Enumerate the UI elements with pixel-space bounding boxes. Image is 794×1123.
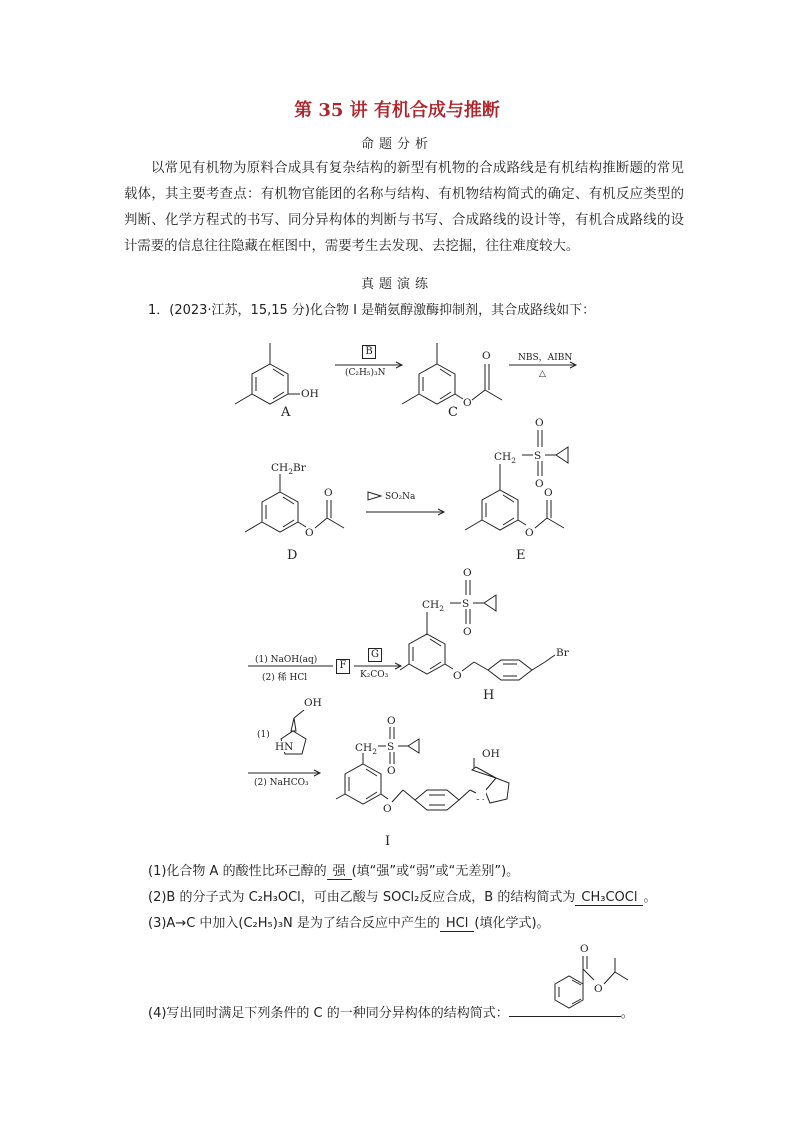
sulfonyl-oxygen-top: O <box>387 715 396 727</box>
intermediate-box-f: F <box>336 659 350 674</box>
reagent-triethylamine: (C₂H₅)₃N <box>345 368 386 378</box>
reagent-heat: △ <box>539 369 546 379</box>
reagent-k2co3: K₂CO₃ <box>360 670 389 680</box>
sulfonyl-oxygen-top: O <box>463 567 472 579</box>
reagent-box-b: B <box>362 345 376 359</box>
ester-oxygen-label: O <box>305 527 314 539</box>
ch2-group: $CH_2$ <box>355 742 377 756</box>
label-compound-d: D <box>287 548 298 563</box>
page-title: 第 35 讲 有机合成与推断 <box>294 100 500 121</box>
ch2-group: $CH_2$ <box>422 599 444 613</box>
answer-carbonyl-oxygen: O <box>580 943 589 955</box>
ether-oxygen-label: O <box>383 803 392 815</box>
molecule-a <box>235 343 319 404</box>
ester-oxygen-label: O <box>463 397 472 409</box>
molecule-c <box>402 343 502 409</box>
section-heading-analysis: 命题分析 <box>360 137 433 152</box>
sulfur-label: S <box>387 741 395 753</box>
label-compound-c: C <box>448 405 458 420</box>
label-compound-e: E <box>516 548 526 563</box>
answer-2: CH₃COCl <box>575 890 643 906</box>
carbonyl-oxygen-label: O <box>324 487 333 499</box>
carbonyl-oxygen-label: O <box>482 350 491 362</box>
answer-ester-oxygen: O <box>594 983 603 995</box>
answer-4-blank <box>509 1004 621 1017</box>
analysis-paragraph: 以常见有机物为原料合成具有复杂结构的新型有机物的合成路线是有机结构推断题的常见载体，其主要考查点：有机物官能团的名称与结构、有机物结构简式的确定、有机反应类型的判断、化学方程式的书写、同分异构体的判断与书写、合成路线的设计等，有机合成路线的设计需要的信息往往隐藏在框图中，需要考生去发现、去挖掘，往往难度较大。 <box>124 161 684 254</box>
ch2br-group: $CH_2Br$ <box>271 462 306 476</box>
reagent-cyclopropyl-sulfinate: SO₂Na <box>385 492 416 502</box>
answer-3: HCl <box>440 916 474 932</box>
prolinol-hydroxyl: OH <box>304 697 322 709</box>
reagent-nahco3: (2) NaHCO₃ <box>254 778 309 788</box>
ch2-group: $CH_2$ <box>494 451 516 465</box>
answer-1: 强 <box>327 860 352 880</box>
sub-question-3: (3)A→C 中加入(C₂H₅)₃N 是为了结合反应中产生的 HCl (填化学式)。 <box>148 916 550 931</box>
prolinol-reagent <box>273 697 322 754</box>
reagent-box-g: G <box>368 648 382 662</box>
molecule-h <box>400 567 570 682</box>
reagent-naoh: (1) NaOH(aq) <box>255 655 318 665</box>
label-compound-a: A <box>281 405 291 420</box>
label-compound-i: I <box>385 834 391 849</box>
sub-question-1: (1)化合物 A 的酸性比环己醇的 强 (填“强”或“弱”或“无差别”)。 <box>148 860 519 880</box>
ether-oxygen-label: O <box>453 670 462 682</box>
question-1-stem: 1．(2023·江苏，15,15 分)化合物 I 是鞘氨醇激酶抑制剂，其合成路线如下： <box>148 303 596 318</box>
sulfur-label: S <box>462 598 470 610</box>
answer-structure-isopropyl-benzoate <box>555 943 628 1008</box>
molecule-i <box>336 715 509 815</box>
ester-oxygen-label: O <box>525 527 534 539</box>
label-compound-h: H <box>483 688 495 703</box>
carbonyl-oxygen-label: O <box>544 487 553 499</box>
sub-question-4: (4)写出同时满足下列条件的 C 的一种同分异构体的结构简式： 。 <box>148 1006 634 1021</box>
prolinol-nh: HN <box>275 741 294 753</box>
sulfur-label: S <box>534 450 542 462</box>
sulfonyl-oxygen-bottom: O <box>387 765 396 777</box>
molecule-d <box>245 462 344 539</box>
section-heading-practice: 真题演练 <box>360 277 433 292</box>
reagent-step6-1: (1) <box>257 730 270 740</box>
sulfonyl-oxygen-bottom: O <box>463 626 472 638</box>
sulfonyl-oxygen-top: O <box>535 417 544 429</box>
molecule-e <box>465 417 568 539</box>
hydroxyl-label: OH <box>301 388 319 400</box>
bromine-label: Br <box>556 647 569 659</box>
sulfonyl-oxygen-bottom: O <box>535 478 544 490</box>
prolinol-hydroxyl-in-i: OH <box>482 748 500 760</box>
reagent-dilute-hcl: (2) 稀 HCl <box>262 673 308 683</box>
reagent-nbs-aibn: NBS，AIBN <box>518 353 573 363</box>
sub-question-2: (2)B 的分子式为 C₂H₃OCl，可由乙酸与 SOCl₂反应合成，B 的结构简式为 CH₃COCl 。 <box>148 890 657 905</box>
